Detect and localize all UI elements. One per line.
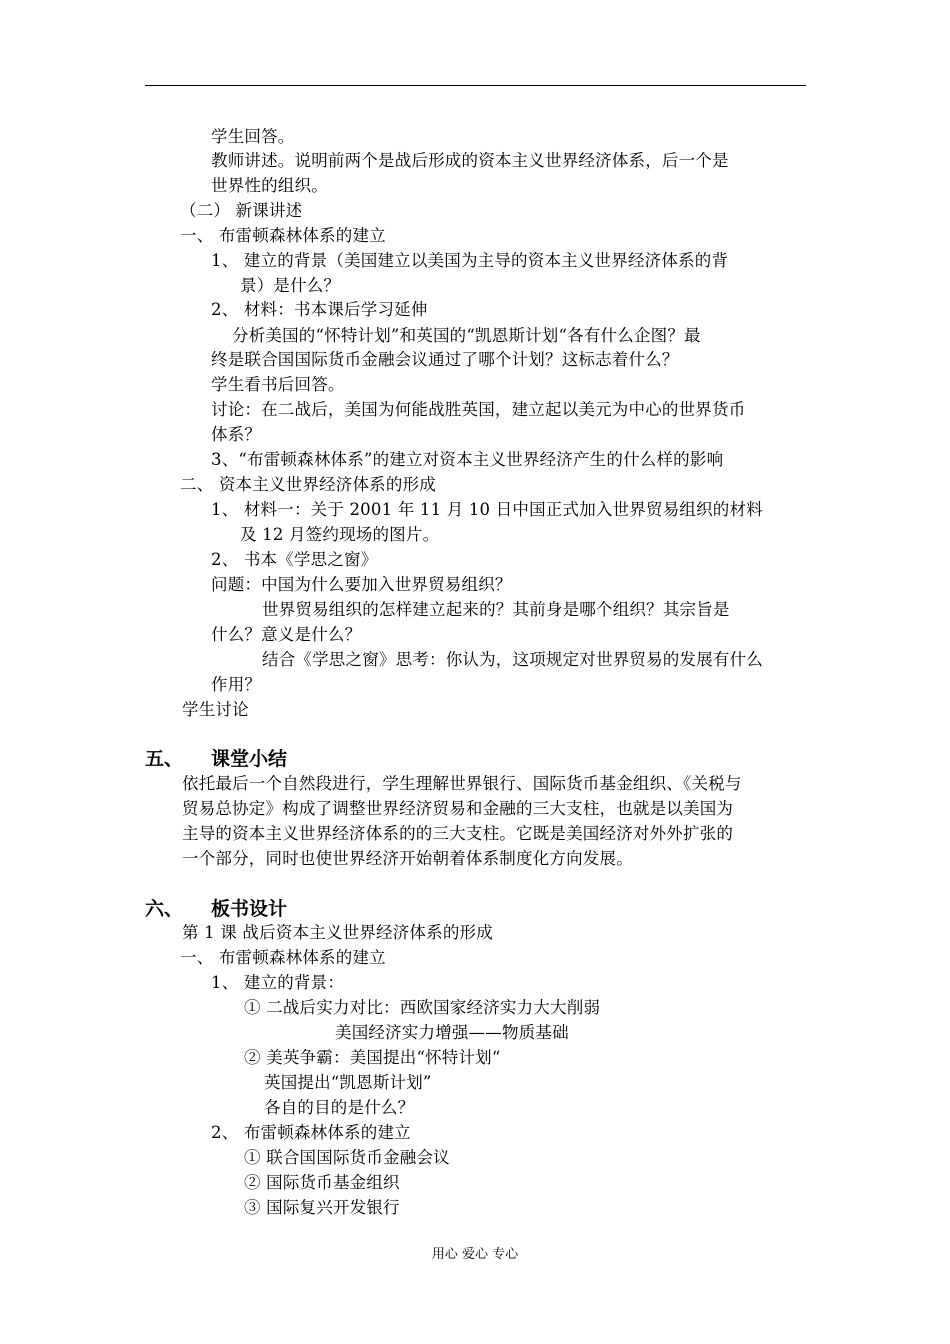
text-line: 贸易总协定》构成了调整世界经济贸易和金融的三大支柱，也就是以美国为 xyxy=(182,799,734,818)
text-line: ② 国际货币基金组织 xyxy=(244,1173,400,1192)
header-rule xyxy=(145,85,806,86)
text-line: 1、 建立的背景（美国建立以美国为主导的资本主义世界经济体系的背 xyxy=(211,251,729,270)
text-line: 问题：中国为什么要加入世界贸易组织？ xyxy=(211,575,512,594)
text-line: 世界贸易组织的怎样建立起来的？其前身是哪个组织？其宗旨是 xyxy=(262,600,730,619)
text-line: 2、 书本《学思之窗》 xyxy=(211,550,378,569)
text-line: ① 联合国国际货币金融会议 xyxy=(244,1148,450,1167)
text-line: 世界性的组织。 xyxy=(211,176,328,195)
text-line: 讨论：在二战后，美国为何能战胜英国，建立起以美元为中心的世界货币 xyxy=(211,400,746,419)
section-title: 课堂小结 xyxy=(211,748,288,770)
text-line: 结合《学思之窗》思考：你认为，这项规定对世界贸易的发展有什么 xyxy=(262,650,763,669)
text-line: 学生讨论 xyxy=(182,700,249,719)
text-line: 景）是什么？ xyxy=(240,276,341,295)
text-line: 体系？ xyxy=(211,425,262,444)
text-line: 1、 材料一：关于 2001 年 11 月 10 日中国正式加入世界贸易组织的材料 xyxy=(211,500,763,519)
text-line: 英国提出“凯恩斯计划” xyxy=(264,1073,432,1092)
page-footer: 用心 爱心 专心 xyxy=(431,1247,519,1262)
section-heading-5 xyxy=(145,746,287,772)
text-line: 分析美国的“怀特计划”和英国的“凯恩斯计划“各有什么企图？最 xyxy=(232,326,701,345)
text-line: 2、 布雷顿森林体系的建立 xyxy=(211,1123,411,1142)
text-line: 依托最后一个自然段进行，学生理解世界银行、国际货币基金组织、《关税与 xyxy=(182,774,742,793)
text-line: 一个部分，同时也使世界经济开始朝着体系制度化方向发展。 xyxy=(182,849,633,868)
lesson-title: 第 1 课 战后资本主义世界经济体系的形成 xyxy=(182,923,493,942)
text-line: 作用？ xyxy=(211,675,262,694)
text-line: ② 美英争霸：美国提出“怀特计划“ xyxy=(244,1048,501,1067)
text-line: 3、“布雷顿森林体系”的建立对资本主义世界经济产生的什么样的影响 xyxy=(211,450,724,469)
text-line: 学生看书后回答。 xyxy=(211,375,345,394)
text-line: 学生回答。 xyxy=(211,127,295,146)
item-heading: 一、 布雷顿森林体系的建立 xyxy=(180,948,386,967)
text-line: ③ 国际复兴开发银行 xyxy=(244,1198,400,1217)
section-title: 板书设计 xyxy=(211,898,288,920)
section-number: 五、 xyxy=(145,748,184,770)
text-line: 终是联合国国际货币金融会议通过了哪个计划？这标志着什么？ xyxy=(211,350,679,369)
text-line: 及 12 月签约现场的图片。 xyxy=(240,525,440,544)
item-heading: 一、 布雷顿森林体系的建立 xyxy=(180,226,386,245)
text-line: ① 二战后实力对比：西欧国家经济实力大大削弱 xyxy=(244,998,601,1017)
text-line: 主导的资本主义世界经济体系的的三大支柱。它既是美国经济对外外扩张的 xyxy=(182,824,734,843)
item-heading: 二、 资本主义世界经济体系的形成 xyxy=(180,475,436,494)
text-line: 1、 建立的背景： xyxy=(211,973,345,992)
section-number: 六、 xyxy=(145,898,184,920)
text-line: 2、 材料：书本课后学习延伸 xyxy=(211,300,428,319)
text-line: 美国经济实力增强——物质基础 xyxy=(335,1023,569,1042)
subsection-heading: （二） 新课讲述 xyxy=(180,201,303,220)
section-heading-6 xyxy=(145,896,287,922)
text-line: 什么？意义是什么？ xyxy=(211,625,362,644)
text-line: 教师讲述。说明前两个是战后形成的资本主义世界经济体系，后一个是 xyxy=(211,151,729,170)
text-line: 各自的目的是什么？ xyxy=(264,1098,415,1117)
